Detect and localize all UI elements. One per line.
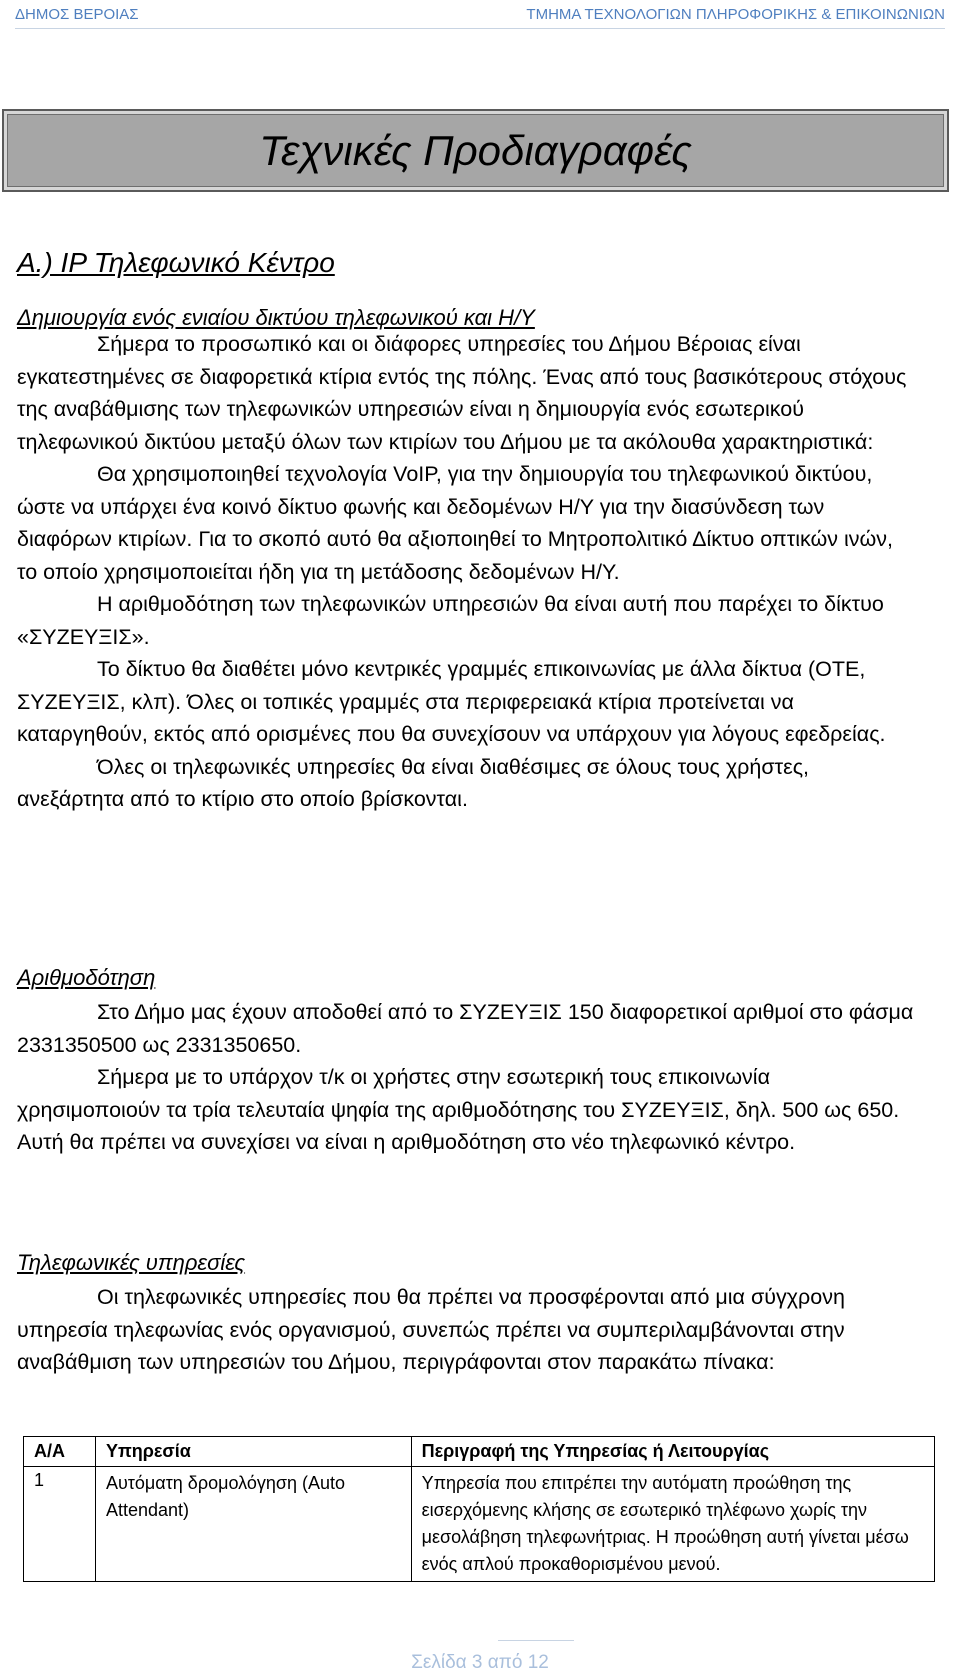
cell-num: 1 <box>24 1467 96 1582</box>
title-box <box>2 109 949 192</box>
section-a-body <box>17 328 917 816</box>
services-table <box>23 1436 935 1582</box>
paragraph: Όλες οι τηλεφωνικές υπηρεσίες θα είναι διαθέσιμες σε όλους τους χρήστες, ανεξάρτητα από το κτίριο στο οποίο βρίσκονται. <box>17 754 810 811</box>
page-title: Τεχνικές Προδιαγραφές <box>259 126 692 174</box>
cell-service: Αυτόματη δρομολόγηση (Auto Attendant) <box>95 1467 411 1582</box>
column-header-description: Περιγραφή της Υπηρεσίας ή Λειτουργίας <box>411 1437 934 1467</box>
numbering-body <box>17 996 917 1159</box>
cell-description: Υπηρεσία που επιτρέπει την αυτόματη προώθηση της εισερχόμενης κλήσης σε εσωτερικό τηλέφωνο χωρίς την μεσολάβηση τηλεφωνήτριας. Η προώθηση αυτή γίνεται μέσω ενός απλού προκαθορισμένου μενού. <box>411 1467 934 1582</box>
numbering-heading: Αριθμοδότηση <box>17 965 156 990</box>
page-header <box>15 0 945 29</box>
column-header-num: Α/Α <box>24 1437 96 1467</box>
footer-divider <box>498 1640 574 1641</box>
table-row <box>24 1467 935 1582</box>
section-a-heading: Α.) IP Τηλεφωνικό Κέντρο <box>17 247 335 278</box>
header-left: ΔΗΜΟΣ ΒΕΡΟΙΑΣ <box>15 5 139 23</box>
column-header-service: Υπηρεσία <box>95 1437 411 1467</box>
header-right: ΤΜΗΜΑ ΤΕΧΝΟΛΟΓΙΩΝ ΠΛΗΡΟΦΟΡΙΚΗΣ & ΕΠΙΚΟΙΝΩΝΙΩΝ <box>526 5 945 23</box>
paragraph: Σήμερα το προσωπικό και οι διάφορες υπηρεσίες του Δήμου Βέροιας είναι εγκατεστημένες σε διαφορετικά κτίρια εντός της πόλης. Ένας από τους βασικότερους στόχους της αναβάθμισης των τηλεφωνικών υπηρεσιών είναι η δημιουργία ενός εσωτερικού τηλεφωνικού δικτύου μεταξύ όλων των κτιρίων του Δήμου με τα ακόλουθα χαρακτηριστικά: <box>17 332 907 454</box>
paragraph: Το δίκτυο θα διαθέτει μόνο κεντρικές γραμμές επικοινωνίας με άλλα δίκτυα (ΟΤΕ, ΣΥΖΕΥΞΙΣ, κλπ). Όλες οι τοπικές γραμμές στα περιφερειακά κτίρια προτείνεται να καταργηθούν, εκτός από ορισμένες που θα συνεχίσουν να υπάρχουν για λόγους εφεδρείας. <box>17 657 886 746</box>
paragraph: Σήμερα με το υπάρχον τ/κ οι χρήστες στην εσωτερική τους επικοινωνία χρησιμοποιούν τα τρία τελευταία ψηφία της αριθμοδότησης του ΣΥΖΕΥΞΙΣ, δηλ. 500 ως 650. <box>17 1065 900 1122</box>
services-body <box>17 1281 917 1379</box>
network-subheading: Δημιουργία ενός ενιαίου δικτύου τηλεφωνικού και Η/Υ <box>17 305 535 330</box>
page-footer: Σελίδα 3 από 12 <box>411 1652 549 1673</box>
services-heading: Τηλεφωνικές υπηρεσίες <box>17 1250 246 1275</box>
table-header-row <box>24 1437 935 1467</box>
paragraph: Στο Δήμο μας έχουν αποδοθεί από το ΣΥΖΕΥΞΙΣ 150 διαφορετικοί αριθμοί στο φάσμα 2331350500 ως 2331350650. <box>17 1000 914 1057</box>
paragraph: Θα χρησιμοποιηθεί τεχνολογία VoIP, για την δημιουργία του τηλεφωνικού δικτύου, ώστε να υπάρχει ένα κοινό δίκτυο φωνής και δεδομένων Η/Υ για την διασύνδεση των διαφόρων κτιρίων. Για το σκοπό αυτό θα αξιοποιηθεί το Μητροπολιτικό Δίκτυο οπτικών ινών, το οποίο χρησιμοποιείται ήδη για τη μετάδοσης δεδομένων Η/Υ. <box>17 462 894 584</box>
paragraph: Η αριθμοδότηση των τηλεφωνικών υπηρεσιών θα είναι αυτή που παρέχει το δίκτυο «ΣΥΖΕΥΞΙΣ». <box>17 592 884 649</box>
paragraph: Οι τηλεφωνικές υπηρεσίες που θα πρέπει να προσφέρονται από μια σύγχρονη υπηρεσία τηλεφωνίας ενός οργανισμού, συνεπώς πρέπει να συμπεριλαμβάνονται στην αναβάθμιση των υπηρεσιών του Δήμου, περιγράφονται στον παρακάτω πίνακα: <box>17 1285 845 1374</box>
paragraph: Αυτή θα πρέπει να συνεχίσει να είναι η αριθμοδότηση στο νέο τηλεφωνικό κέντρο. <box>17 1130 796 1154</box>
